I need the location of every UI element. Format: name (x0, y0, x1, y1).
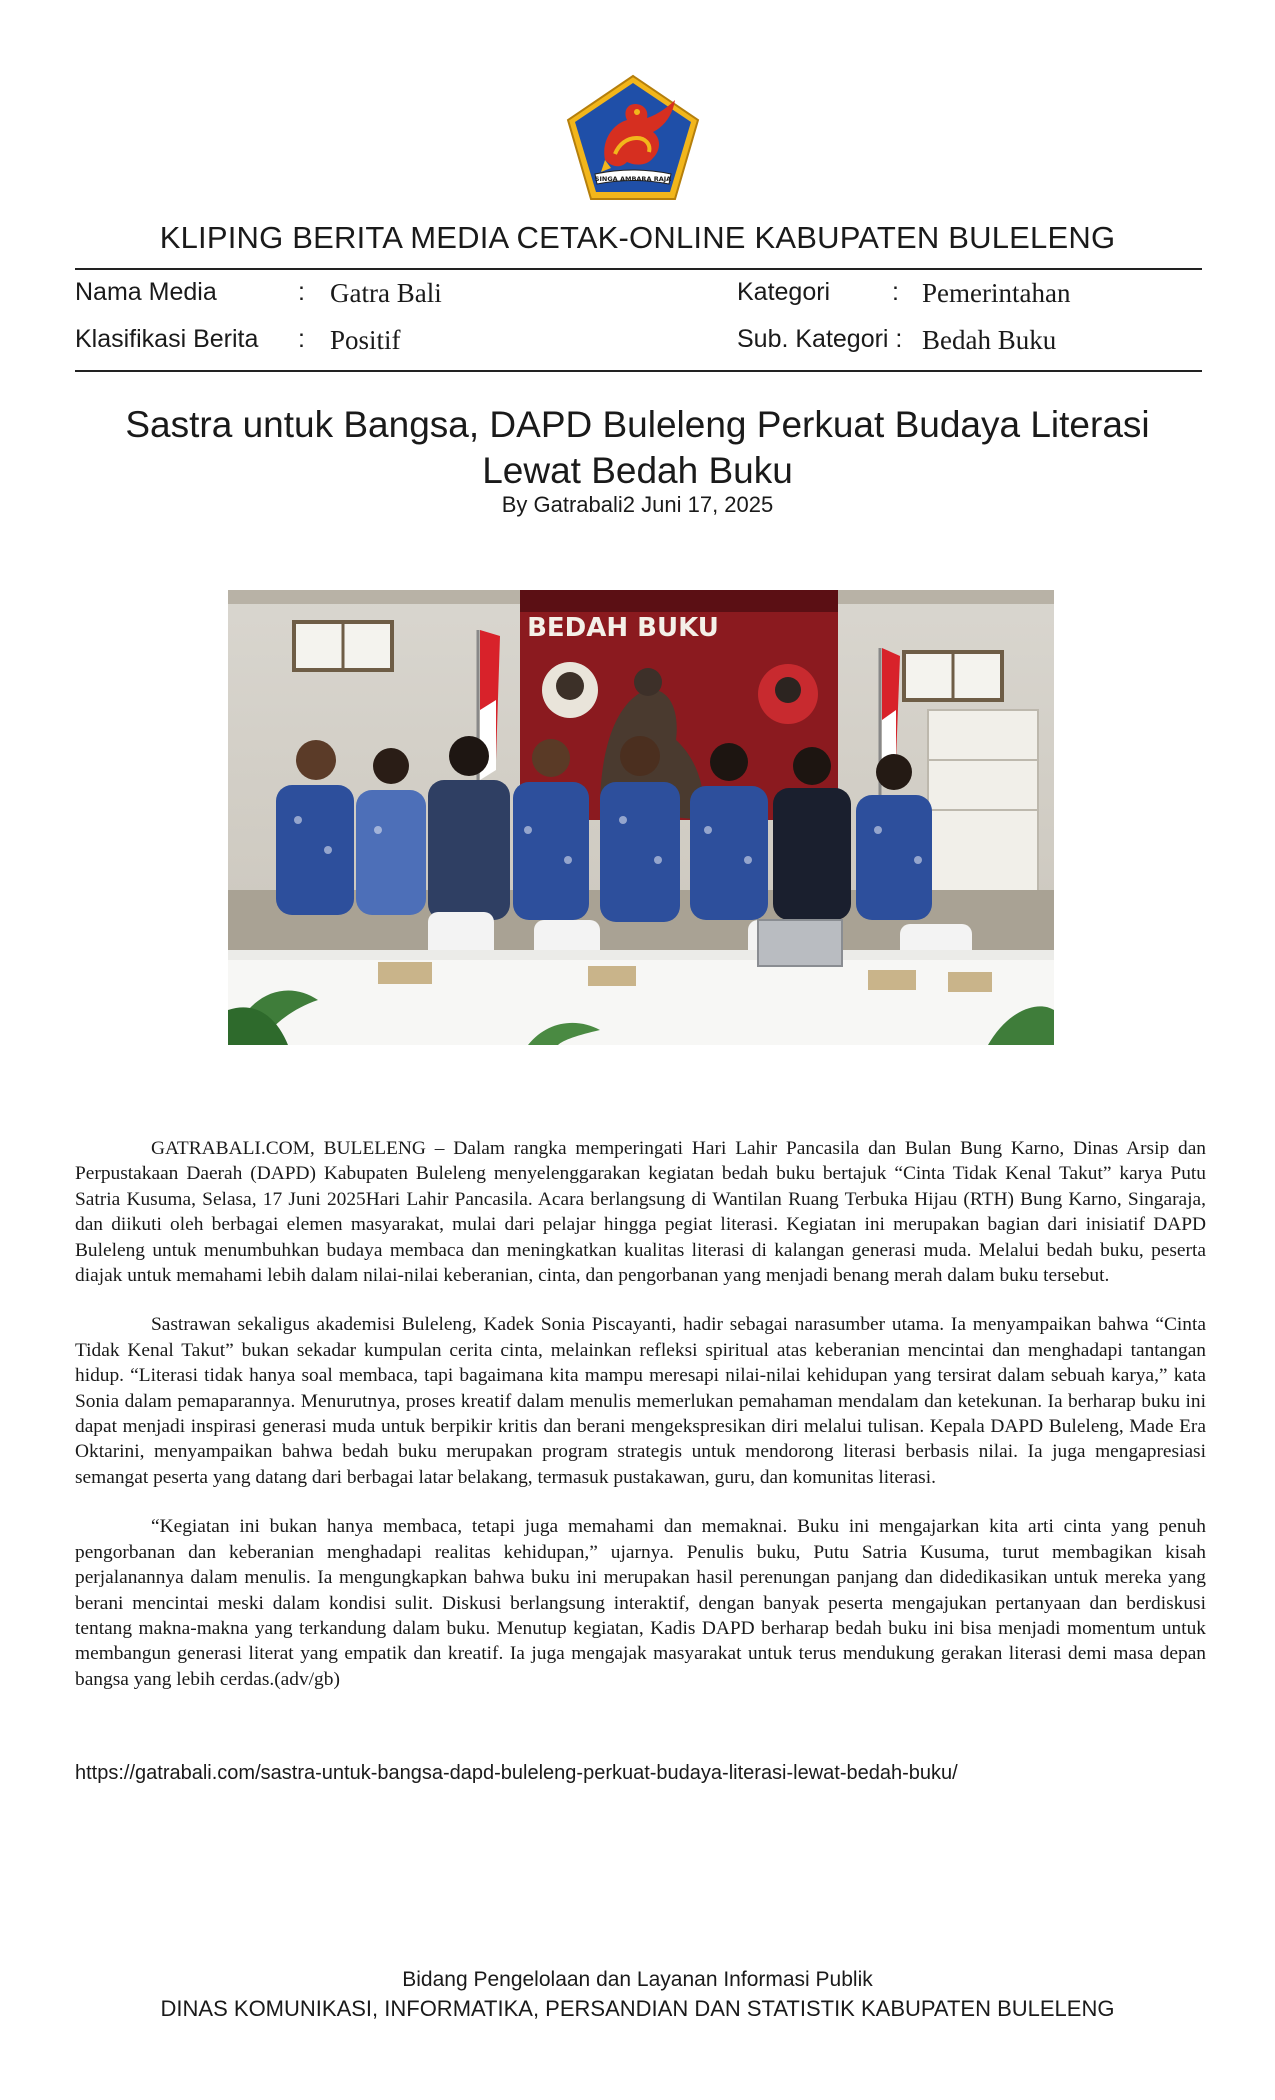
klasifikasi-label: Klasifikasi Berita (75, 325, 259, 353)
footer-agency: DINAS KOMUNIKASI, INFORMATIKA, PERSANDIAN DAN STATISTIK KABUPATEN BULELENG (160, 1996, 1115, 2021)
svg-text:SINGA AMBARA RAJA: SINGA AMBARA RAJA (594, 175, 672, 183)
media-colon: : (298, 278, 305, 306)
event-photo (228, 590, 1054, 1045)
article-body (75, 1136, 1206, 1716)
headline-line-2: Lewat Bedah Buku (482, 450, 793, 491)
kategori-value: Pemerintahan (922, 278, 1071, 308)
klasifikasi-value: Positif (330, 325, 401, 355)
footer-unit: Bidang Pengelolaan dan Layanan Informasi Publik (402, 1968, 873, 1991)
article-paragraph-3: “Kegiatan ini bukan hanya membaca, tetapi juga memahami dan memaknai. Buku ini mengajarkan kita arti cinta yang penuh pengorbanan dan keberanian menghadapi realitas kehidupan,” ujarnya. Penulis buku, Putu Satria Kusuma, turut membagikan kisah perjalanannya dalam menulis. Ia mengungkapkan bahwa buku ini merupakan hasil perenungan panjang dan didedikasikan untuk mereka yang berani mencintai meski dalam kondisi sulit. Diskusi berlangsung interaktif, dengan banyak peserta mengajukan pertanyaan dan berdiskusi tentang makna-makna yang terkandung dalam buku. Menutup kegiatan, Kadis DAPD berharap bedah buku ini bisa menjadi momentum untuk membangun generasi literat yang empatik dan kreatif. Ia juga mengajak masyarakat untuk terus mendukung gerakan literasi demi masa depan bangsa yang lebih cerdas.(adv/gb) (75, 1516, 1206, 1690)
kategori-colon: : (892, 278, 899, 306)
header-divider-bottom (75, 370, 1202, 372)
source-url[interactable]: https://gatrabali.com/sastra-untuk-bangsa-dapd-buleleng-perkuat-budaya-literasi-lewat-bedah-buku/ (75, 1762, 958, 1784)
media-value: Gatra Bali (330, 278, 442, 308)
kategori-label: Kategori (737, 278, 831, 306)
crest-logo (565, 74, 701, 202)
headline-line-1: Sastra untuk Bangsa, DAPD Buleleng Perkuat Budaya Literasi (125, 404, 1150, 445)
klasifikasi-colon: : (298, 325, 305, 353)
subkategori-value: Bedah Buku (922, 325, 1057, 355)
svg-text:BEDAH BUKU: BEDAH BUKU (527, 613, 719, 643)
subkategori-label: Sub. Kategori : (737, 325, 903, 353)
article-byline: By Gatrabali2 Juni 17, 2025 (501, 492, 774, 517)
article-paragraph-2: Sastrawan sekaligus akademisi Buleleng, Kadek Sonia Piscayanti, hadir sebagai narasumber utama. Ia menyampaikan bahwa “Cinta Tidak Kenal Takut” bukan sekadar kumpulan cerita cinta, melainkan refleksi spiritual atas keberanian mencintai dan menghadapi tantangan hidup. “Literasi tidak hanya soal membaca, tapi bagaimana kita mampu meresapi nilai-nilai kehidupan yang tersirat dalam sebuah karya,” kata Sonia dalam pemaparannya. Menurutnya, proses kreatif dalam menulis memerlukan pemahaman mendalam dan ketekunan. Ia berharap buku ini dapat menjadi inspirasi generasi muda untuk berpikir kritis dan berani mengekspresikan diri melalui tulisan. Kepala DAPD Buleleng, Made Era Oktarini, menyampaikan bahwa bedah buku merupakan program strategis untuk mendorong literasi berbasis nilai. Ia juga mengapresiasi semangat peserta yang datang dari berbagai latar belakang, termasuk pustakawan, guru, dan komunitas literasi. (75, 1314, 1206, 1488)
kliping-title: KLIPING BERITA MEDIA CETAK-ONLINE KABUPATEN BULELENG (159, 220, 1116, 255)
article-paragraph-1: GATRABALI.COM, BULELENG – Dalam rangka memperingati Hari Lahir Pancasila dan Bulan Bung Karno, Dinas Arsip dan Perpustakaan Daerah (DAPD) Kabupaten Buleleng menyelenggarakan kegiatan bedah buku bertajuk “Cinta Tidak Kenal Takut” karya Putu Satria Kusuma, Selasa, 17 Juni 2025Hari Lahir Pancasila. Acara berlangsung di Wantilan Ruang Terbuka Hijau (RTH) Bung Karno, Singaraja, dan diikuti oleh berbagai elemen masyarakat, mulai dari pelajar hingga pegiat literasi. Kegiatan ini merupakan bagian dari inisiatif DAPD Buleleng untuk menumbuhkan budaya membaca dan meningkatkan kualitas literasi di kalangan generasi muda. Melalui bedah buku, peserta diajak untuk memahami lebih dalam nilai-nilai keberanian, cinta, dan pengorbanan yang menjadi benang merah dalam buku tersebut. (75, 1138, 1206, 1287)
media-label: Nama Media (75, 278, 217, 306)
article-headline (0, 402, 1275, 494)
header-divider-top (75, 268, 1202, 270)
